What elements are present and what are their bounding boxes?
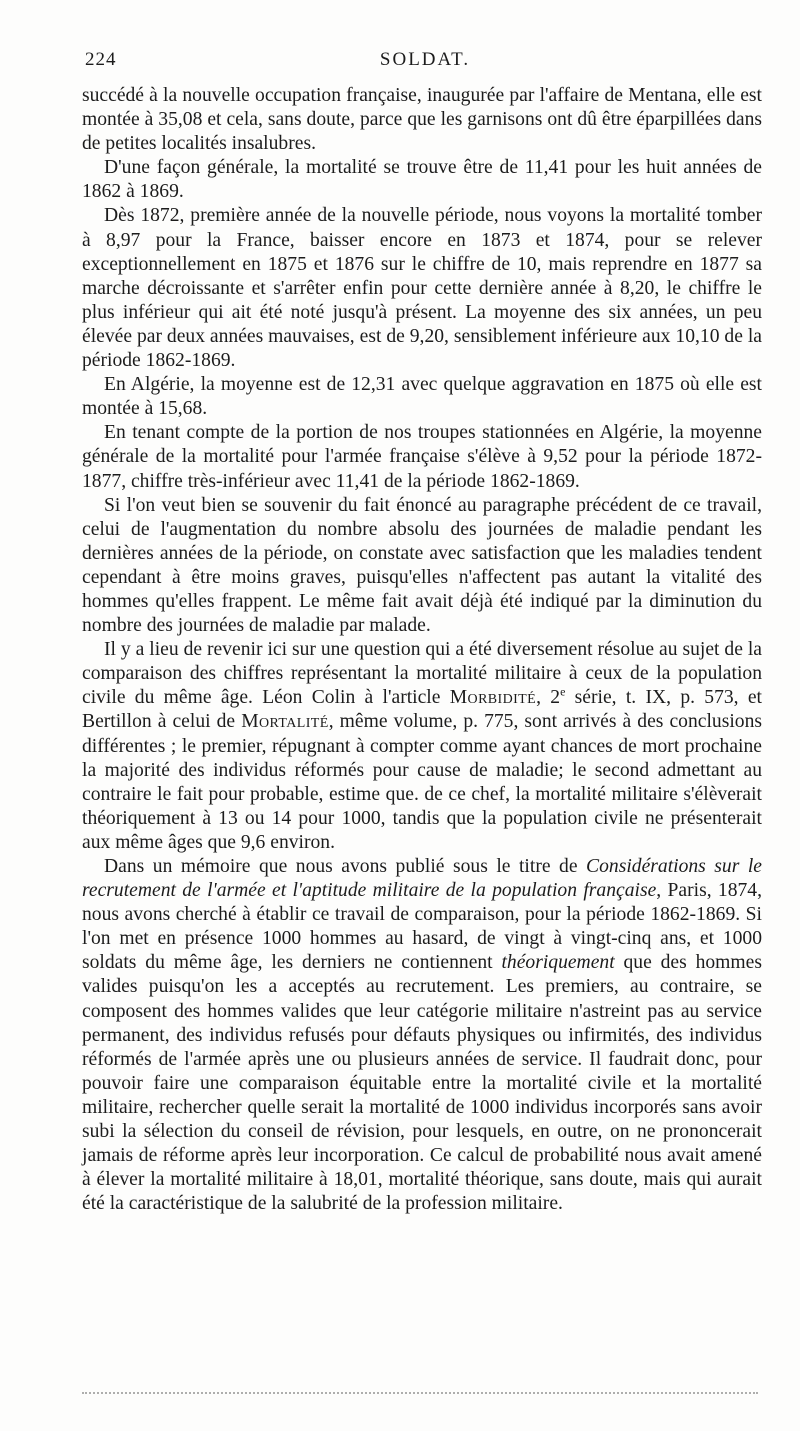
paragraph (82, 855, 762, 1216)
paragraph-text: En tenant compte de la portion de nos troupes stationnées en Algérie, la moyenne générale de la mortalité pour l'armée française s'élève à 9,52 pour la période 1872-1877, chiffre très-inférieur avec 11,41 de la période 1862-1869. (82, 422, 762, 492)
paragraph (82, 204, 762, 373)
page-header (82, 48, 762, 84)
page-number: 224 (85, 49, 117, 70)
paragraph-text: série, t. IX, p. 573, et Bertillon à celui de (82, 687, 762, 733)
paragraph-text: Dès 1872, première année de la nouvelle période, nous voyons la mortalité tomber à 8,97 pour la France, baisser encore en 1873 et 1874, pour se relever exceptionnellement en 1875 et 1876 sur le chiffre de 10, mais reprendre en 1877 sa marche décroissante et s'arrêter enfin pour cette dernière année à 8,20, le chiffre le plus inférieur qui ait été noté jusqu'à présent. La moyenne des six années, un peu élevée par deux années mauvaises, est de 9,20, sensiblement inférieure aux 10,10 de la période 1862-1869. (82, 205, 762, 372)
superscript-text: e (560, 684, 566, 699)
footer-divider (82, 1392, 758, 1396)
paragraph-text: , Paris, 1874, nous avons cherché à établir ce travail de comparaison, pour la période 1862-1869. Si l'on met en présence 1000 hommes au hasard, de vingt à vingt-cinq ans, et 1000 soldats du même âge, les derniers ne contiennent (82, 880, 763, 974)
paragraph (82, 638, 762, 855)
paragraph-text: succédé à la nouvelle occupation française, inaugurée par l'affaire de Mentana, elle est montée à 35,08 et cela, sans doute, parce que les garnisons ont dû être éparpillées dans de petites localités insalubres. (82, 85, 762, 155)
paragraph-text: Si l'on veut bien se souvenir du fait énoncé au paragraphe précédent de ce travail, celui de l'augmentation du nombre absolu des journées de maladie pendant les dernières années de la période, on constate avec satisfaction que les maladies tendent cependant à être moins graves, puisqu'elles n'affectent pas autant la vitalité des hommes qu'elles frappent. Le même fait avait déjà été indiqué par la diminution du nombre des journées de maladie par malade. (82, 494, 762, 637)
paragraph-text: , 2 (536, 687, 561, 709)
body-text (82, 84, 762, 1216)
paragraph-text: En Algérie, la moyenne est de 12,31 avec quelque aggravation en 1875 où elle est montée à 15,68. (82, 374, 762, 420)
paragraph-text: que des hommes valides puisqu'on les a acceptés au recrutement. Les premiers, au contraire, se composent des hommes valides que leur catégorie militaire n'astreint pas au service permanent, des individus refusés pour défauts physiques ou infirmités, des individus réformés de l'armée après une ou plusieurs années de service. Il faudrait donc, pour pouvoir faire une comparaison équitable entre la mortalité civile et la mortalité militaire, rechercher quelle serait la mortalité de 1000 individus incorporés sans avoir subi la sélection du conseil de révision, pour lesquels, en outre, on ne prononcerait jamais de réforme après leur incorporation. Ce calcul de probabilité nous avait amené à élever la mortalité militaire à 18,01, mortalité théorique, sans doute, mais qui aurait été la caractéristique de la salubrité de la profession militaire. (82, 952, 762, 1215)
small-caps-text: Morbidité (449, 687, 537, 709)
italic-text: théoriquement (501, 952, 615, 974)
paragraph (82, 373, 762, 421)
italic-text: Considérations sur le recrutement de l'armée et l'aptitude militaire de la population française (82, 856, 762, 902)
paragraph-text: Il y a lieu de revenir ici sur une question qui a été diversement résolue au sujet de la comparaison des chiffres représentant la mortalité militaire à ceux de la population civile du même âge. Léon Colin à l'article (82, 639, 762, 709)
paragraph (82, 156, 762, 204)
running-title: SOLDAT. (379, 49, 471, 70)
paragraph-text: , même volume, p. 775, sont arrivés à des conclusions différentes ; le premier, répugnant à compter comme ayant chances de mort prochaine la majorité des individus réformés pour cause de maladie; le second admettant au contraire le fait pour probable, estime que. de ce chef, la mortalité militaire s'élèverait théoriquement à 13 ou 14 pour 1000, tandis que la population civile ne présenterait aux même âges que 9,6 environ. (82, 711, 762, 853)
paragraph-text: Dans un mémoire que nous avons publié sous le titre de (104, 856, 587, 877)
small-caps-text: Mortalité (241, 711, 329, 733)
paragraph (82, 421, 762, 493)
paragraph-text: D'une façon générale, la mortalité se trouve être de 11,41 pour les huit années de 1862 à 1869. (82, 157, 762, 203)
paragraph (82, 494, 762, 639)
document-page (82, 48, 762, 1216)
paragraph (82, 84, 762, 156)
